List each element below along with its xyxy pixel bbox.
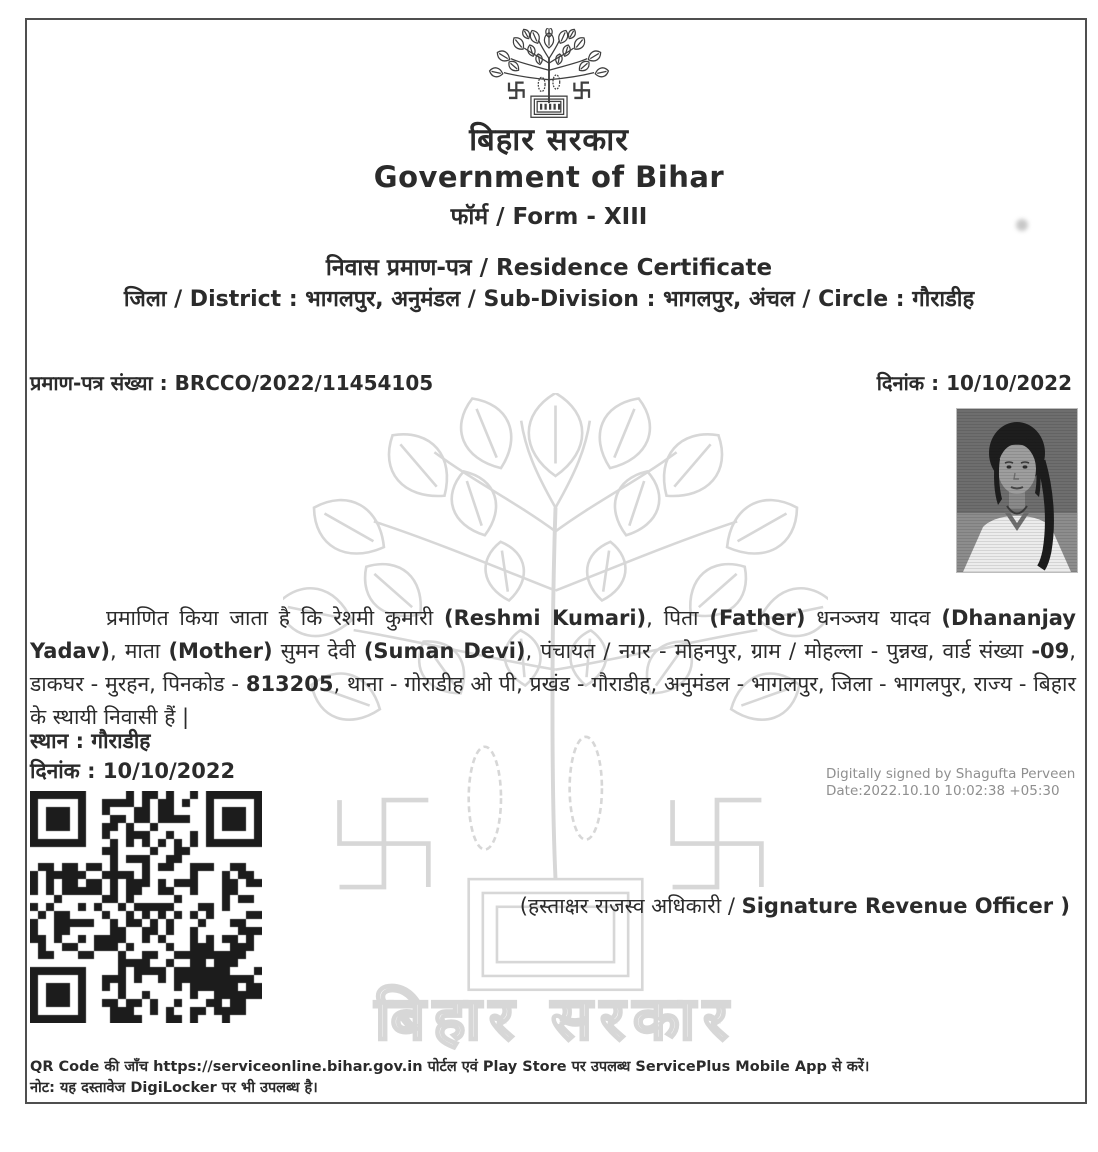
bottom-date-label: दिनांक :	[30, 759, 96, 783]
form-number: फॉर्म / Form - XIII	[450, 204, 648, 230]
issue-date-value: 10/10/2022	[946, 371, 1072, 395]
issue-date-line	[877, 369, 1072, 396]
government-name-hindi: बिहार सरकार	[469, 122, 629, 158]
footer-note	[30, 1057, 1030, 1099]
bottom-date-line	[30, 757, 235, 785]
digital-signature-line1: Digitally signed by Shagufta Perveen	[826, 766, 1076, 782]
body-paragraph: प्रमाणित किया जाता है कि रेशमी कुमारी (Reshmi Kumari), पिता (Father) धनञ्जय यादव (Dhananjay Yadav), माता (Mother) सुमन देवी (Suman Devi), पंचायत / नगर - मोहनपुर, ग्राम / मोहल्ला - पुन्नख, वार्ड संख्या -09, डाकघर - मुरहन, पिनकोड - 813205, थाना - गोराडीह ओ पी, प्रखंड - गौराडीह, अनुमंडल - भागलपुर, जिला - भागलपुर, राज्य - बिहार के स्थायी निवासी हैं |	[30, 606, 1076, 729]
jurisdiction-line: जिला / District : भागलपुर, अनुमंडल / Sub-Division : भागलपुर, अंचल / Circle : गौराडीह	[123, 287, 975, 312]
footer-line2: नोट: यह दस्तावेज DigiLocker पर भी उपलब्ध है।	[30, 1080, 318, 1096]
place-line	[30, 727, 150, 755]
certificate-number-value: BRCCO/2022/11454105	[174, 371, 434, 395]
officer-signature-line	[520, 892, 1070, 920]
qr-code	[30, 791, 262, 1023]
certificate-number-label: प्रमाण-पत्र संख्या :	[30, 371, 168, 395]
digital-signature-note	[826, 766, 1075, 800]
certificate-title: निवास प्रमाण-पत्र / Residence Certificate	[325, 255, 773, 281]
officer-signature-english: Signature Revenue Officer )	[741, 894, 1070, 918]
footer-line1: QR Code की जाँच https://serviceonline.bihar.gov.in पोर्टल एवं Play Store पर उपलब्ध ServicePlus Mobile App से करें।	[30, 1059, 870, 1075]
officer-signature-hindi: (हस्ताक्षर राजस्व अधिकारी /	[519, 894, 742, 918]
place-value: गौराडीह	[91, 729, 151, 753]
svg-text:बिहार सरकार: बिहार सरकार	[374, 984, 737, 1055]
issue-date-label: दिनांक :	[876, 371, 940, 395]
place-label: स्थान :	[30, 729, 84, 753]
applicant-photo-image	[957, 409, 1077, 572]
applicant-photo	[957, 409, 1077, 572]
certificate-number-line	[30, 369, 433, 396]
bihar-emblem-icon	[487, 28, 611, 122]
digital-signature-line2: Date:2022.10.10 10:02:38 +05:30	[826, 783, 1060, 799]
government-name-english: Government of Bihar	[373, 160, 725, 194]
bottom-date-value: 10/10/2022	[102, 759, 236, 783]
